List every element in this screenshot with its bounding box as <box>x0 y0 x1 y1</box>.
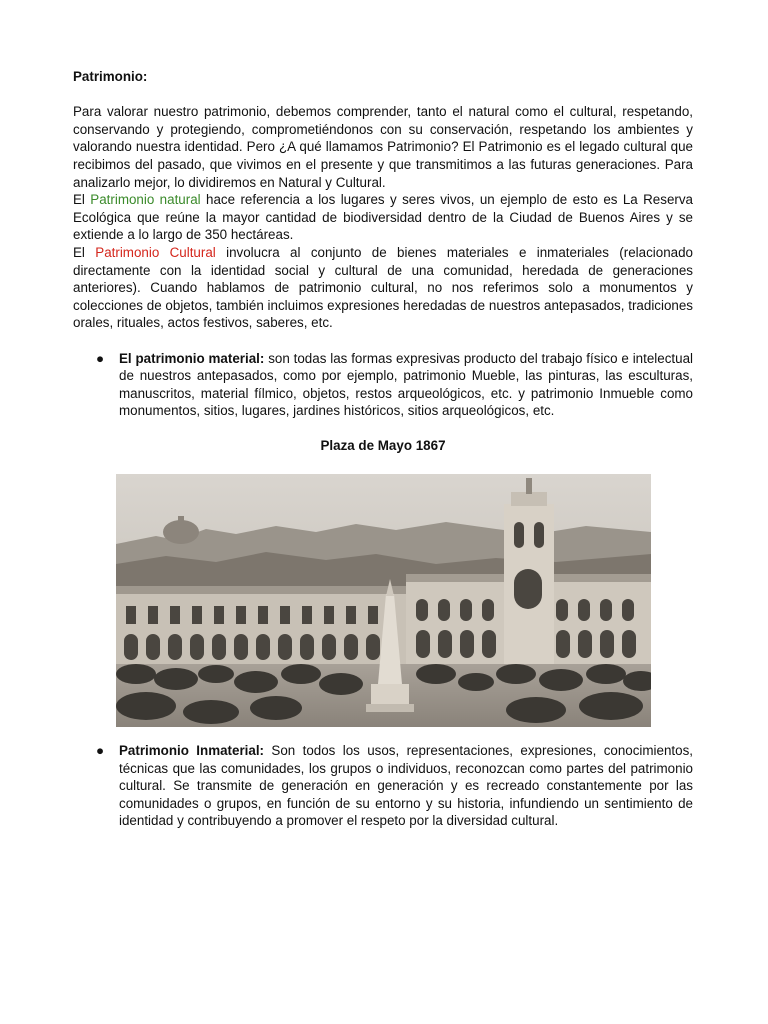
natural-prefix: El <box>73 192 91 208</box>
natural-text: hace referencia a los lugares y seres vivos, un ejemplo de esto es La Reserva Ecológica que reúne la mayor cantidad de biodiversidad dentro de la Ciudad de Buenos Aires y se extiende a lo largo de 350 hectáreas. <box>73 192 693 243</box>
material-text: son todas las formas expresivas producto del trabajo físico e intelectual de nuestros antepasados, como por ejemplo, patrimonio Mueble, las pinturas, las esculturas, manuscritos, material fílmico, objetos, restos arqueológicos, etc. y patrimonio Inmueble como monumentos, sitios, lugares, jardines históricos, sitios arqueológicos, etc. <box>119 350 693 419</box>
list-item-inmaterial <box>73 742 693 830</box>
page-title: Patrimonio: <box>73 69 148 84</box>
plaza-de-mayo-photo <box>116 474 651 727</box>
cultural-paragraph <box>73 244 693 332</box>
bullet-icon: ● <box>96 350 105 366</box>
inmaterial-term: Patrimonio Inmaterial: <box>119 743 265 759</box>
cultural-prefix: El <box>73 244 96 260</box>
bullet-icon: ● <box>96 743 105 759</box>
document-page <box>73 68 693 830</box>
inmaterial-text: Son todos los usos, representaciones, expresiones, conocimientos, técnicas que las comunidades, los grupos o individuos, reconozcan como partes del patrimonio cultural. Se transmite de generación en generación y es recreado constantemente por las comunidades o grupos, en función de su entorno y su historia, infundiendo un sentimiento de identidad y contribuyendo a promover el respeto por la diversidad cultural. <box>119 743 694 829</box>
inmaterial-list <box>73 742 693 830</box>
photo-caption: Plaza de Mayo 1867 <box>320 438 446 454</box>
natural-paragraph <box>73 191 693 244</box>
material-list <box>73 350 693 420</box>
cultural-term: Patrimonio Cultural <box>95 244 216 260</box>
natural-term: Patrimonio natural <box>90 192 201 208</box>
list-item-material <box>73 350 693 420</box>
intro-paragraph: Para valorar nuestro patrimonio, debemos comprender, tanto el natural como el cultural, respetando, conservando y protegiendo, comprometiéndonos con su conservación, respetando los ambientes y valorando nuestra identidad. Pero ¿A qué llamamos Patrimonio? El Patrimonio es el legado cultural que recibimos del pasado, que vivimos en el presente y que transmitimos a las futuras generaciones. Para analizarlo mejor, lo dividiremos en Natural y Cultural. <box>73 104 693 190</box>
cultural-text: involucra al conjunto de bienes materiales e inmateriales (relacionado directamente con la identidad social y cultural de una comunidad, heredada de generaciones anteriores). Cuando hablamos de patrimonio cultural, no nos referimos solo a monumentos y colecciones de objetos, también incluimos expresiones heredadas de nuestros antepasados, tradiciones orales, rituales, actos festivos, saberes, etc. <box>73 244 693 331</box>
material-term: El patrimonio material: <box>119 350 265 366</box>
